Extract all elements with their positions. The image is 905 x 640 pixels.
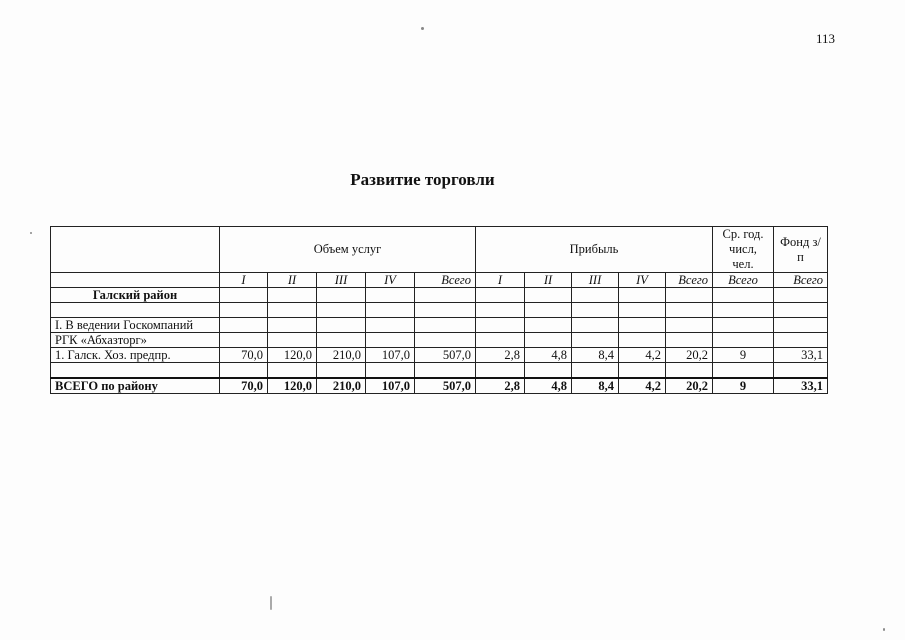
sub-header-cell: Всего (774, 273, 828, 288)
total-value: 4,2 (619, 378, 666, 394)
row-value: 107,0 (366, 348, 415, 363)
row-name: 1. Галск. Хоз. предпр. (51, 348, 220, 363)
avg-staff-header: Ср. год. числ, чел. (713, 227, 774, 273)
row-value: 4,8 (525, 348, 572, 363)
page-title: Развитие торговли (350, 170, 495, 189)
scan-speck (30, 232, 32, 234)
row-value: 4,2 (619, 348, 666, 363)
section-row (51, 333, 828, 348)
sub-header-cell: II (268, 273, 317, 288)
sub-header-cell: III (572, 273, 619, 288)
blank-row (51, 363, 828, 379)
sub-header-cell: I (476, 273, 525, 288)
district-row (51, 288, 828, 303)
sub-header-cell: I (220, 273, 268, 288)
row-value: 70,0 (220, 348, 268, 363)
row-value: 120,0 (268, 348, 317, 363)
total-value: 507,0 (415, 378, 476, 394)
total-value: 9 (713, 378, 774, 394)
total-name: ВСЕГО по району (51, 378, 220, 394)
row-value: 8,4 (572, 348, 619, 363)
table-row (51, 348, 828, 363)
sub-header-cell: III (317, 273, 366, 288)
total-value: 2,8 (476, 378, 525, 394)
scan-speck (421, 27, 424, 30)
sub-header-row (51, 273, 828, 288)
sub-header-cell: Всего (415, 273, 476, 288)
total-value: 107,0 (366, 378, 415, 394)
total-value: 70,0 (220, 378, 268, 394)
group-header-row (51, 227, 828, 273)
profit-header: Прибыль (476, 227, 713, 273)
sub-header-cell: II (525, 273, 572, 288)
sub-header-cell: IV (619, 273, 666, 288)
total-value: 33,1 (774, 378, 828, 394)
fund-header: Фонд з/п (774, 227, 828, 273)
row-value: 507,0 (415, 348, 476, 363)
total-row (51, 378, 828, 394)
row-value: 33,1 (774, 348, 828, 363)
corner-cell (51, 227, 220, 273)
total-value: 210,0 (317, 378, 366, 394)
sub-header-cell: IV (366, 273, 415, 288)
sub-header-cell: Всего (666, 273, 713, 288)
trade-table (50, 226, 828, 394)
total-value: 120,0 (268, 378, 317, 394)
sub-header-cell: Всего (713, 273, 774, 288)
scan-speck (883, 628, 885, 631)
total-value: 8,4 (572, 378, 619, 394)
sub-header-blank (51, 273, 220, 288)
district-name: Галский район (51, 288, 220, 303)
blank-row (51, 303, 828, 318)
section-label: I. В ведении Госкомпаний (51, 318, 220, 333)
row-value: 20,2 (666, 348, 713, 363)
row-value: 2,8 (476, 348, 525, 363)
section-sublabel: РГК «Абхазторг» (51, 333, 220, 348)
volume-header: Объем услуг (220, 227, 476, 273)
section-row (51, 318, 828, 333)
page-number: 113 (816, 31, 836, 46)
row-value: 9 (713, 348, 774, 363)
total-value: 20,2 (666, 378, 713, 394)
total-value: 4,8 (525, 378, 572, 394)
scan-speck (270, 596, 272, 610)
row-value: 210,0 (317, 348, 366, 363)
